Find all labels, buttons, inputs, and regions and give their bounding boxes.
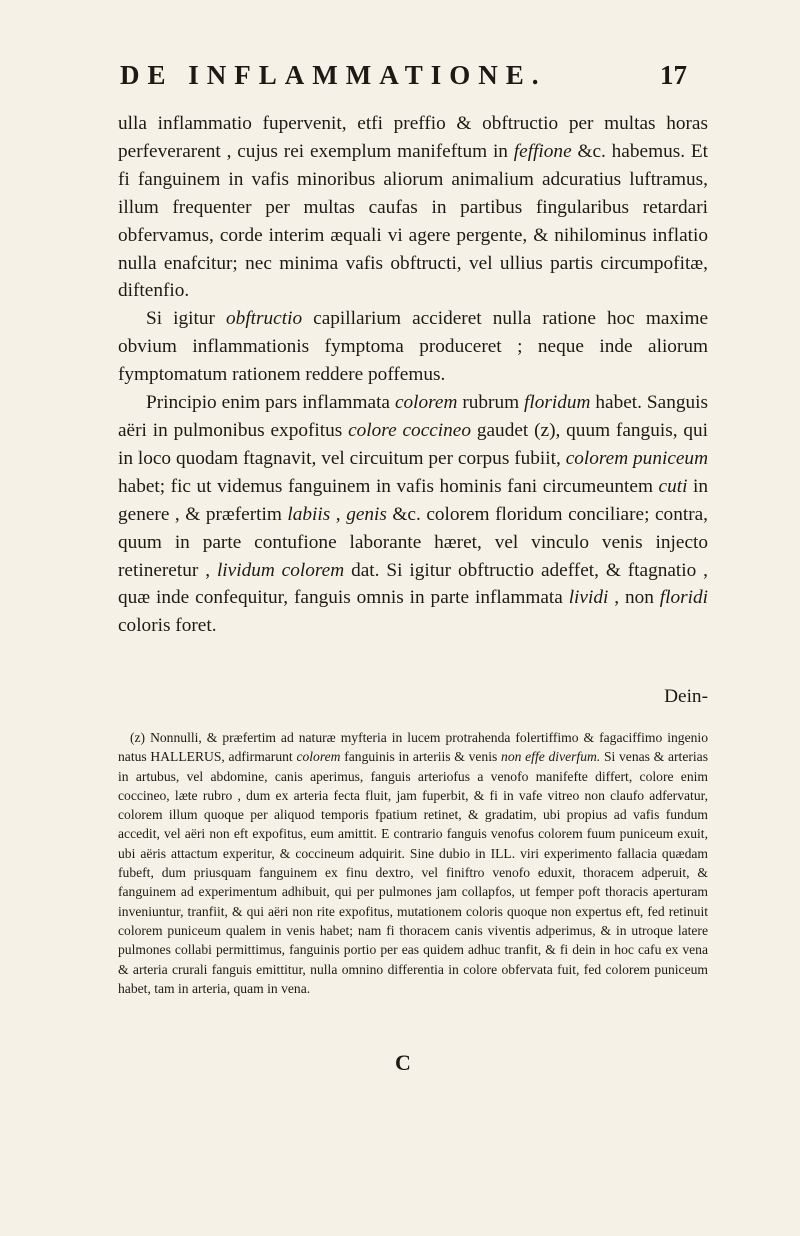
italic-span: feffione	[513, 140, 572, 162]
text-span: fanguinis in arteriis & venis	[340, 749, 502, 765]
italic-span: colorem	[296, 749, 341, 765]
italic-span: genis	[346, 503, 387, 525]
catchword: Dein-	[664, 686, 708, 707]
italic-span: cuti	[658, 475, 688, 497]
paragraph-3	[118, 389, 708, 640]
italic-span: floridi	[659, 587, 709, 609]
text-span: habet; fic ut videmus fanguinem in vafis hominis fani circumeuntem	[118, 475, 659, 497]
text-span: , non	[608, 587, 660, 609]
italic-span: obftructio	[226, 308, 303, 330]
text-span: Si igitur	[146, 308, 227, 330]
text-span: Si venas & arterias in artubus, vel abdomine, canis aperimus, fanguis arteriofus a venofo manifefte differt, colore enim coccineo, læte rubro , dum ex arteria fecta fluit, jam fuperbit, & fi in vafe vitreo non claufo adfervatur, colorem illum quoque per aliquod temporis fpatium retinet, & gradatim, ubi propius ad vafis fundum accedit, vel aëri non eft expofitus, eum amittit. E contrario fanguis venofus colorem fuum puniceum exuit, ubi aëris attactum experitur, & coccineum adquirit. Sine dubio in ILL. viri experimento fallacia quædam fubeft, dum priusquam fanguinem ex finu dextro, vel finiftro venofo eduxit, thoracem adperuit, & fanguinem ad experimentum adhibuit, qui per pulmones jam collapfos, ut femper poft thoracis aperturam inveniuntur, tranfiit, & qui aëri non rite expofitus, mutationem coloris quoque non expertus eft, fed retinuit colorem puniceum qualem in venis habet; nam fi thoracem canis viventis adperimus, & in utroque latere pulmones collabi permittimus, fanguinis portio per eas quidem adhuc tranfit, & fi dein in hoc cafu ex vena & arteria crurali fanguis emittitur, nulla omnino differentia in colore obfervata fuit, fed colorem puniceum habet, tam in arteria, quam in vena.	[118, 749, 708, 996]
text-span: (z) Nonnulli, & præfertim ad naturæ myfteria in lucem protrahenda folertiffimo & fagaciffimo ingenio natus HALLERUS, adfirmarunt	[118, 730, 708, 765]
footnote-z	[118, 728, 708, 998]
italic-span: floridum	[524, 392, 591, 414]
italic-span: colorem puniceum	[565, 447, 708, 469]
text-span: rubrum	[457, 392, 525, 414]
text-span: habet. Sanguis aëri in pulmonibus expofitus	[118, 392, 708, 441]
text-span: ulla inflammatio fupervenit, etfi preffio & obftructio per multas horas perfeverarent , cujus rei exemplum manifeftum in	[118, 113, 708, 162]
text-span: Principio enim pars inflammata	[146, 392, 395, 414]
text-span: ,	[330, 503, 347, 525]
signature-mark: C	[395, 1050, 411, 1075]
italic-span: lividum colorem	[216, 559, 345, 581]
italic-span: colore coccineo	[348, 419, 472, 441]
paragraph-1	[118, 110, 708, 305]
text-span: &c. colorem floridum conciliare; contra, quum in parte contufione laborante hæret, vel vinculo venis injecto retineretur ,	[118, 503, 708, 581]
italic-span: non effe diverfum.	[501, 749, 601, 765]
text-span: in genere , & præfertim	[118, 475, 708, 525]
text-span: gaudet (z), quum fanguis, qui in loco quodam ftagnavit, vel circuitum per corpus fubiit,	[118, 419, 709, 469]
text-span: &c. habemus. Et fi fanguinem in vafis minoribus aliorum animalium adcuratius luftramus, illum frequenter per multas caufas in partibus fingularibus retardari obfervamus, corde interim æquali vi agere pergente, & nihilominus inflatio nulla enafcitur; nec minima vafis obftructi, vel ullius partis circumpofitæ, diftenfio.	[118, 140, 708, 302]
paragraph-2	[118, 305, 708, 389]
text-span: capillarium accideret nulla ratione hoc maxime obvium inflammationis fymptoma produceret ; neque inde aliorum fymptomatum rationem reddere poffemus.	[118, 308, 708, 386]
main-text	[118, 110, 708, 640]
page-number: 17	[660, 60, 687, 90]
footnote	[118, 728, 708, 998]
text-span: dat. Si igitur obftructio adeffet, & ftagnatio , quæ inde confequitur, fanguis omnis in parte inflammata	[118, 559, 709, 609]
italic-span: colorem	[394, 392, 458, 414]
italic-span: lividi	[568, 587, 609, 609]
text-span: coloris foret.	[118, 615, 217, 637]
italic-span: labiis	[287, 503, 331, 525]
running-title: DE INFLAMMATIONE.	[120, 60, 547, 90]
